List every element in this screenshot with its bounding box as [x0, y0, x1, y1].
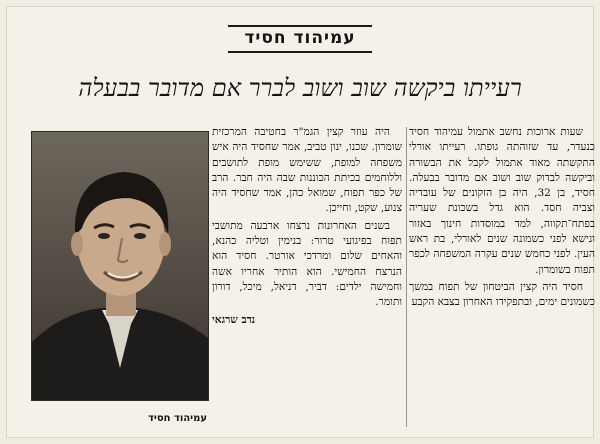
- newspaper-clipping: [6, 6, 594, 438]
- photo-caption: עמיהוד חסיד: [148, 413, 207, 424]
- byline: נדב שרגאי: [212, 313, 256, 326]
- article-headline: רעייתו ביקשה שוב ושוב לברר אם מדובר בבעלה: [78, 74, 522, 102]
- article-column-middle: [212, 125, 402, 328]
- paragraph: חסיד היה קצין הביטחון של תפוח במשך כשמונים ימים, ובתפקידו האחרון בצבא הקבע: [409, 280, 595, 309]
- article-kicker: עמיהוד חסיד: [228, 25, 371, 53]
- article-column-right: [409, 125, 595, 313]
- paragraph: שעות ארוכות נחשב אתמול עמיהוד חסיד כנעדר, עד שזוהתה גופתו. רעייתו אורלי התקשתה מאוד אתמול לקבל את הבשורה וביקשה לבדוק שוב ושוב אם מדובר בבעלה. חסיד, בן 32, היה בן הזקונים של עובדיה וצביה חסד. הוא גדל בשכונת שעריה בפתח־תקווה, למד במוסדות חינוך באזור ונישא לפני כשמונה שנים לאורלי, בת ראש העין. לפני כחמש שנים עקרה המשפחה לכפר תפוח בשומרון.: [409, 126, 595, 276]
- column-divider: [406, 127, 407, 427]
- portrait-image: [32, 132, 208, 400]
- portrait-photo: [31, 131, 209, 401]
- paragraph: היה עוזר קצין הגמ"ר בחטיבה המרכזית שומרון. שכנו, ינון טביב, אמר שחסיד היה איש משפחה למופת, ששימש מופת לתושבים וללוחמים בכיתת הכוננות שבה היה חבר. הרב של כפר תפוח, שמואל כהן, אמר שחסיד היה צנוע, שקט, וחייכן.: [212, 126, 402, 215]
- kicker-wrap: [7, 25, 593, 53]
- paragraph: בשנים האחרונות נרצחו ארבעה מתושבי תפוח בפיגועי טרור: בנימין וטליה כהנא, והאחים שלום ומרדכי אורטר. חסיד הוא הנרצח החמישי. הוא הותיר אחריו אשה וחמישה ילדים: דביר, דניאל, מיכל, דורון ותומר.: [212, 219, 402, 309]
